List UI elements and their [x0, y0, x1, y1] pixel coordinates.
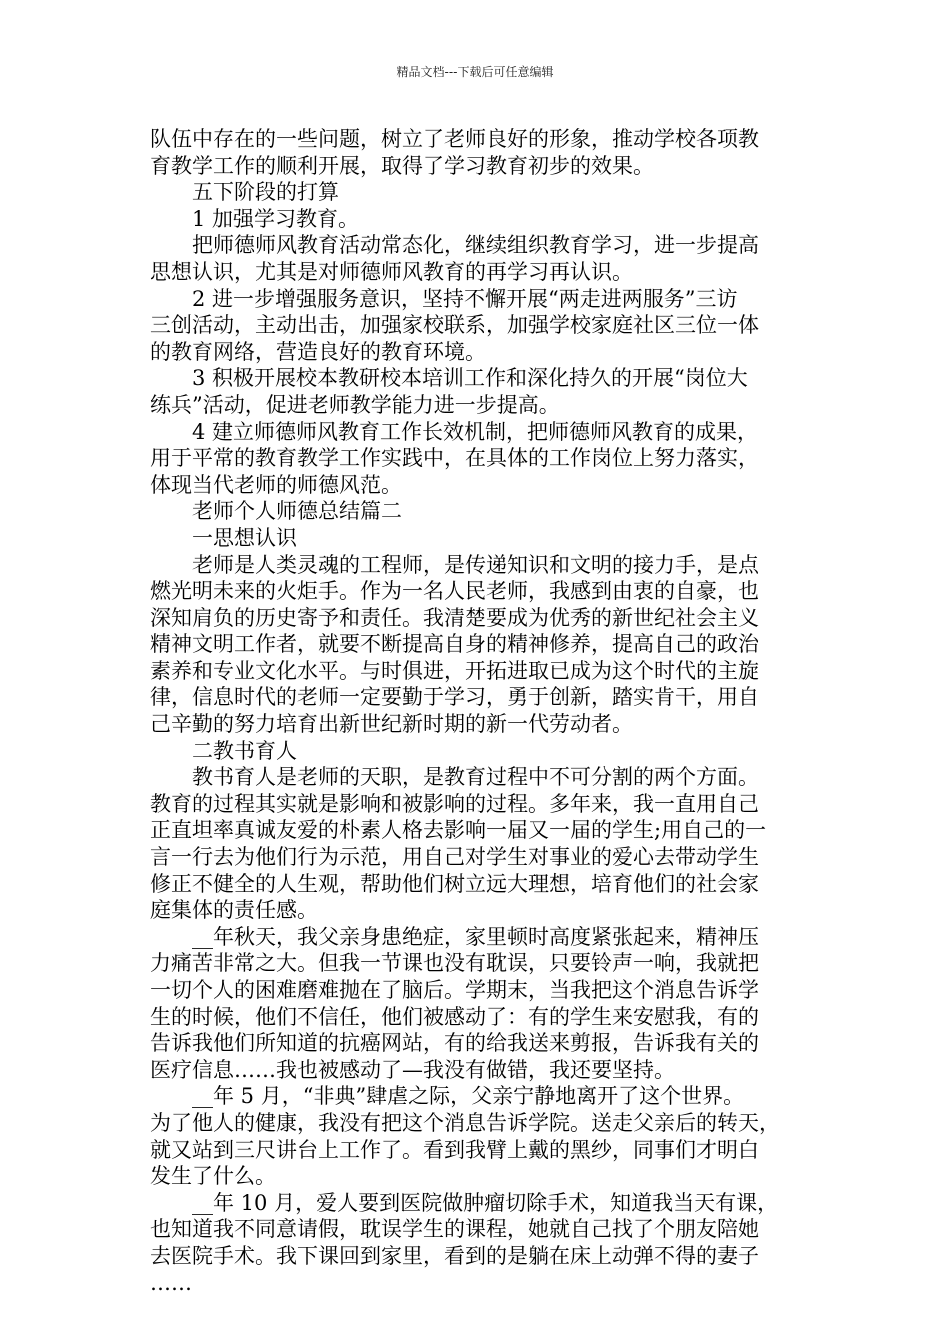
text-line: 生的时候，他们不信任，他们被感动了：有的学生来安慰我，有的 — [150, 1004, 759, 1029]
text-line: 精神文明工作者，就要不断提高自身的精神修养，提高自己的政治 — [150, 632, 759, 657]
text-line: __年 5 月，“非典”肆虐之际，父亲宁静地离开了这个世界。 — [192, 1084, 745, 1109]
text-line: 一思想认识 — [192, 525, 297, 550]
text-line: 深知肩负的历史寄予和责任。我清楚要成为优秀的新世纪社会主义 — [150, 605, 759, 630]
text-line: 去医院手术。我下课回到家里，看到的是躺在床上动弹不得的妻子 — [150, 1243, 759, 1268]
text-line: 律，信息时代的老师一定要勤于学习，勇于创新，踏实肯干，用自 — [150, 685, 759, 710]
text-line: 老师个人师德总结篇二 — [192, 499, 402, 524]
text-line: 用于平常的教育教学工作实践中，在具体的工作岗位上努力落实， — [150, 446, 759, 471]
text-line: 正直坦率真诚友爱的朴素人格去影响一届又一届的学生;用自己的一 — [150, 818, 767, 843]
text-line: 的教育网络，营造良好的教育环境。 — [150, 339, 486, 364]
text-line: 修正不健全的人生观，帮助他们树立远大理想，培育他们的社会家 — [150, 871, 759, 896]
text-line: 燃光明未来的火炬手。作为一名人民老师，我感到由衷的自豪，也 — [150, 579, 759, 604]
text-line: __年 10 月，爱人要到医院做肿瘤切除手术，知道我当天有课， — [192, 1190, 779, 1215]
text-line: 1 加强学习教育。 — [192, 206, 360, 231]
text-line: __年秋天，我父亲身患绝症，家里顿时高度紧张起来，精神压 — [192, 924, 759, 949]
text-line: 力痛苦非常之大。但我一节课也没有耽误，只要铃声一响，我就把 — [150, 951, 759, 976]
page-header: 精品文档---下载后可任意编辑 — [396, 65, 554, 79]
text-line: 也知道我不同意请假，耽误学生的课程，她就自己找了个朋友陪她 — [150, 1217, 759, 1242]
text-line: 一切个人的困难磨难抛在了脑后。学期末，当我把这个消息告诉学 — [150, 978, 759, 1002]
text-line: 告诉我他们所知道的抗癌网站，有的给我送来剪报，告诉我有关的 — [150, 1031, 759, 1056]
text-line: 教育的过程其实就是影响和被影响的过程。多年来，我一直用自己 — [150, 791, 759, 816]
text-line: 发生了什么。 — [150, 1164, 276, 1189]
text-line: 庭集体的责任感。 — [150, 898, 318, 923]
text-line: 五下阶段的打算 — [192, 180, 339, 205]
text-line: 练兵”活动，促进老师教学能力进一步提高。 — [150, 392, 560, 417]
text-line: 言一行去为他们行为示范，用自己对学生对事业的爱心去带动学生 — [150, 845, 759, 870]
text-line: 为了他人的健康，我没有把这个消息告诉学院。送走父亲后的转天， — [150, 1110, 780, 1135]
text-line: 思想认识，尤其是对师德师风教育的再学习再认识。 — [150, 259, 633, 284]
text-line: 育教学工作的顺利开展，取得了学习教育初步的效果。 — [150, 153, 654, 178]
text-line: 体现当代老师的师德风范。 — [150, 472, 402, 497]
text-line: 就又站到三尺讲台上工作了。看到我臂上戴的黑纱，同事们才明白 — [150, 1137, 759, 1162]
text-line: 把师德师风教育活动常态化，继续组织教育学习，进一步提高 — [192, 233, 759, 258]
text-line: 队伍中存在的一些问题，树立了老师良好的形象，推动学校各项教 — [150, 127, 759, 151]
text-line: 素养和专业文化水平。与时俱进，开拓进取已成为这个时代的主旋 — [150, 658, 759, 683]
text-line: 己辛勤的努力培育出新世纪新时期的新一代劳动者。 — [150, 712, 633, 737]
document-body — [150, 126, 810, 1296]
text-line: 4 建立师德师风教育工作长效机制，把师德师风教育的成果， — [192, 419, 759, 444]
text-line: 教书育人是老师的天职，是教育过程中不可分割的两个方面。 — [192, 765, 759, 790]
text-line: 2 进一步增强服务意识，坚持不懈开展“两走进两服务”三访 — [192, 286, 738, 311]
text-line: 二教书育人 — [192, 738, 297, 763]
text-line: 医疗信息……我也被感动了—我没有做错，我还要坚持。 — [150, 1057, 675, 1082]
text-line: 老师是人类灵魂的工程师，是传递知识和文明的接力手，是点 — [192, 552, 759, 577]
text-line: 3 积极开展校本教研校本培训工作和深化持久的开展“岗位大 — [192, 366, 748, 391]
text-line: …… — [150, 1270, 192, 1295]
text-line: 三创活动，主动出击，加强家校联系，加强学校家庭社区三位一体 — [150, 313, 759, 338]
